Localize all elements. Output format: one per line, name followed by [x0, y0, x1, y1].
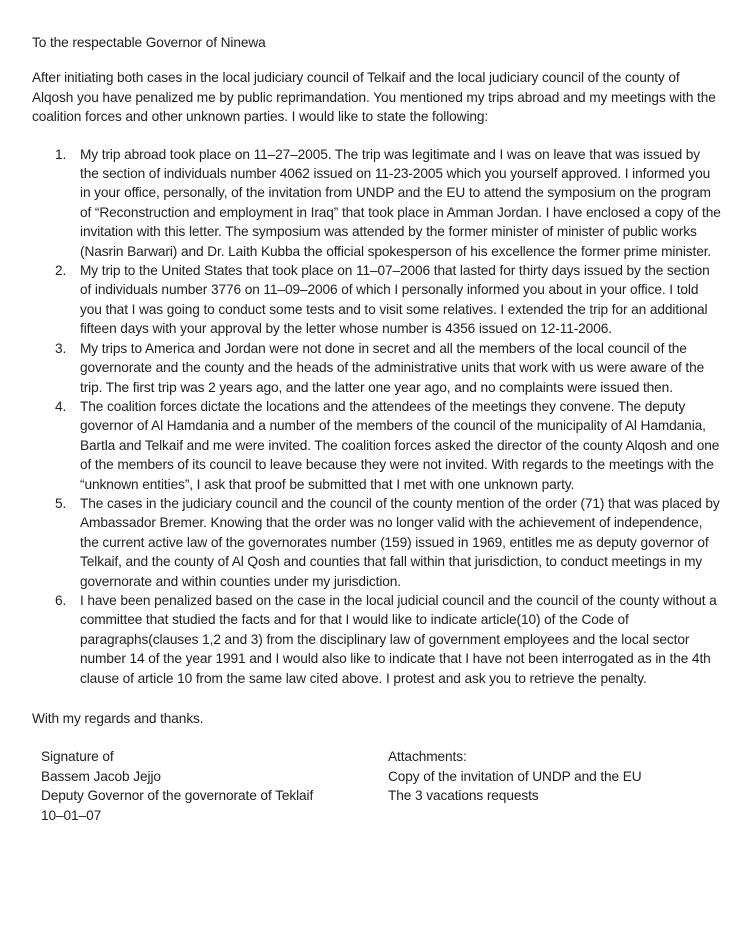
signature-block: [41, 747, 388, 825]
attachment-item-1: Copy of the invitation of UNDP and the EU: [388, 768, 642, 784]
signature-date: 10–01–07: [41, 807, 102, 823]
signature-label: Signature of: [41, 749, 114, 765]
signature-attachments-block: [32, 747, 722, 825]
list-item-4: The coalition forces dictate the locations and the attendees of the meetings they convene. The deputy governor of Al Hamdania and a number of the members of the council of the municipality of Al Hamdania, Bartla and Telkaif and me were invited. The coalition forces asked the director of the county Alqosh and one of the members of its council to leave because they were not invited. With regards to the meetings with the “unknown entities”, I ask that proof be submitted that I met with one unknown party.: [80, 398, 720, 492]
list-item-5: The cases in the judiciary council and the council of the county mention of the order (71) that was placed by Ambassador Bremer. Knowing that the order was no longer valid with the achievement of independence, the current active law of the governorates number (159) issued in 1969, entitles me as deputy governor of Telkaif, and the county of Al Qosh and counties that fall within that jurisdiction, to conduct meetings in my governorate and within counties under my jurisdiction.: [80, 495, 720, 589]
list-item-3: My trips to America and Jordan were not done in secret and all the members of the local council of the governorate and the county and the heads of the administrative units that work with us were aware of the trip. The first trip was 2 years ago, and the latter one year ago, and no complaints were issued then.: [80, 340, 705, 395]
list-item-1: My trip abroad took place on 11–27–2005. The trip was legitimate and I was on leave that was issued by the section of individuals number 4062 issued on 11-23-2005 which you yourself approved. I informed you in your office, personally, of the invitation from UNDP and the EU to attend the symposium on the program of “Reconstruction and employment in Iraq” that took place in Amman Jordan. I have enclosed a copy of the invitation with this letter. The symposium was attended by the former minister of minister of public works (Nasrin Barwari) and Dr. Laith Kubba the official spokesperson of his excellence the former prime minister.: [80, 146, 721, 259]
signature-name: Bassem Jacob Jejjo: [41, 768, 161, 784]
list-item-6: I have been penalized based on the case in the local judicial council and the council of the county without a committee that studied the facts and for that I would like to indicate article(10) of the Code of paragraphs(clauses 1,2 and 3) from the disciplinary law of government employees and the local sector number 14 of the year 1991 and I would also like to indicate that I have not been interrogated as in the 4th clause of article 10 from the same law cited above. I protest and ask you to retrieve the penalty.: [80, 592, 717, 686]
signature-title: Deputy Governor of the governorate of Teklaif: [41, 788, 314, 804]
attachments-label: Attachments:: [388, 749, 467, 765]
intro-paragraph: After initiating both cases in the local judiciary council of Telkaif and the local judiciary council of the county of Alqosh you have penalized me by public reprimandation. You mentioned my trips abroad and my meetings with the coalition forces and other unknown parties. I would like to state the following:: [32, 70, 716, 125]
attachment-item-2: The 3 vacations requests: [388, 788, 539, 804]
attachments-block: [388, 747, 722, 825]
list-item-2: My trip to the United States that took place on 11–07–2006 that lasted for thirty days issued by the section of individuals number 3776 on 11–09–2006 of which I personally informed you about in your office. I told you that I was going to conduct some tests and to visit some relatives. I extended the trip for an additional fifteen days with your approval by the letter whose number is 4356 issued on 12-11-2006.: [80, 263, 710, 337]
salutation-line: To the respectable Governor of Ninewa: [32, 35, 266, 50]
closing-line: With my regards and thanks.: [32, 711, 204, 726]
numbered-points-list: [32, 145, 722, 688]
